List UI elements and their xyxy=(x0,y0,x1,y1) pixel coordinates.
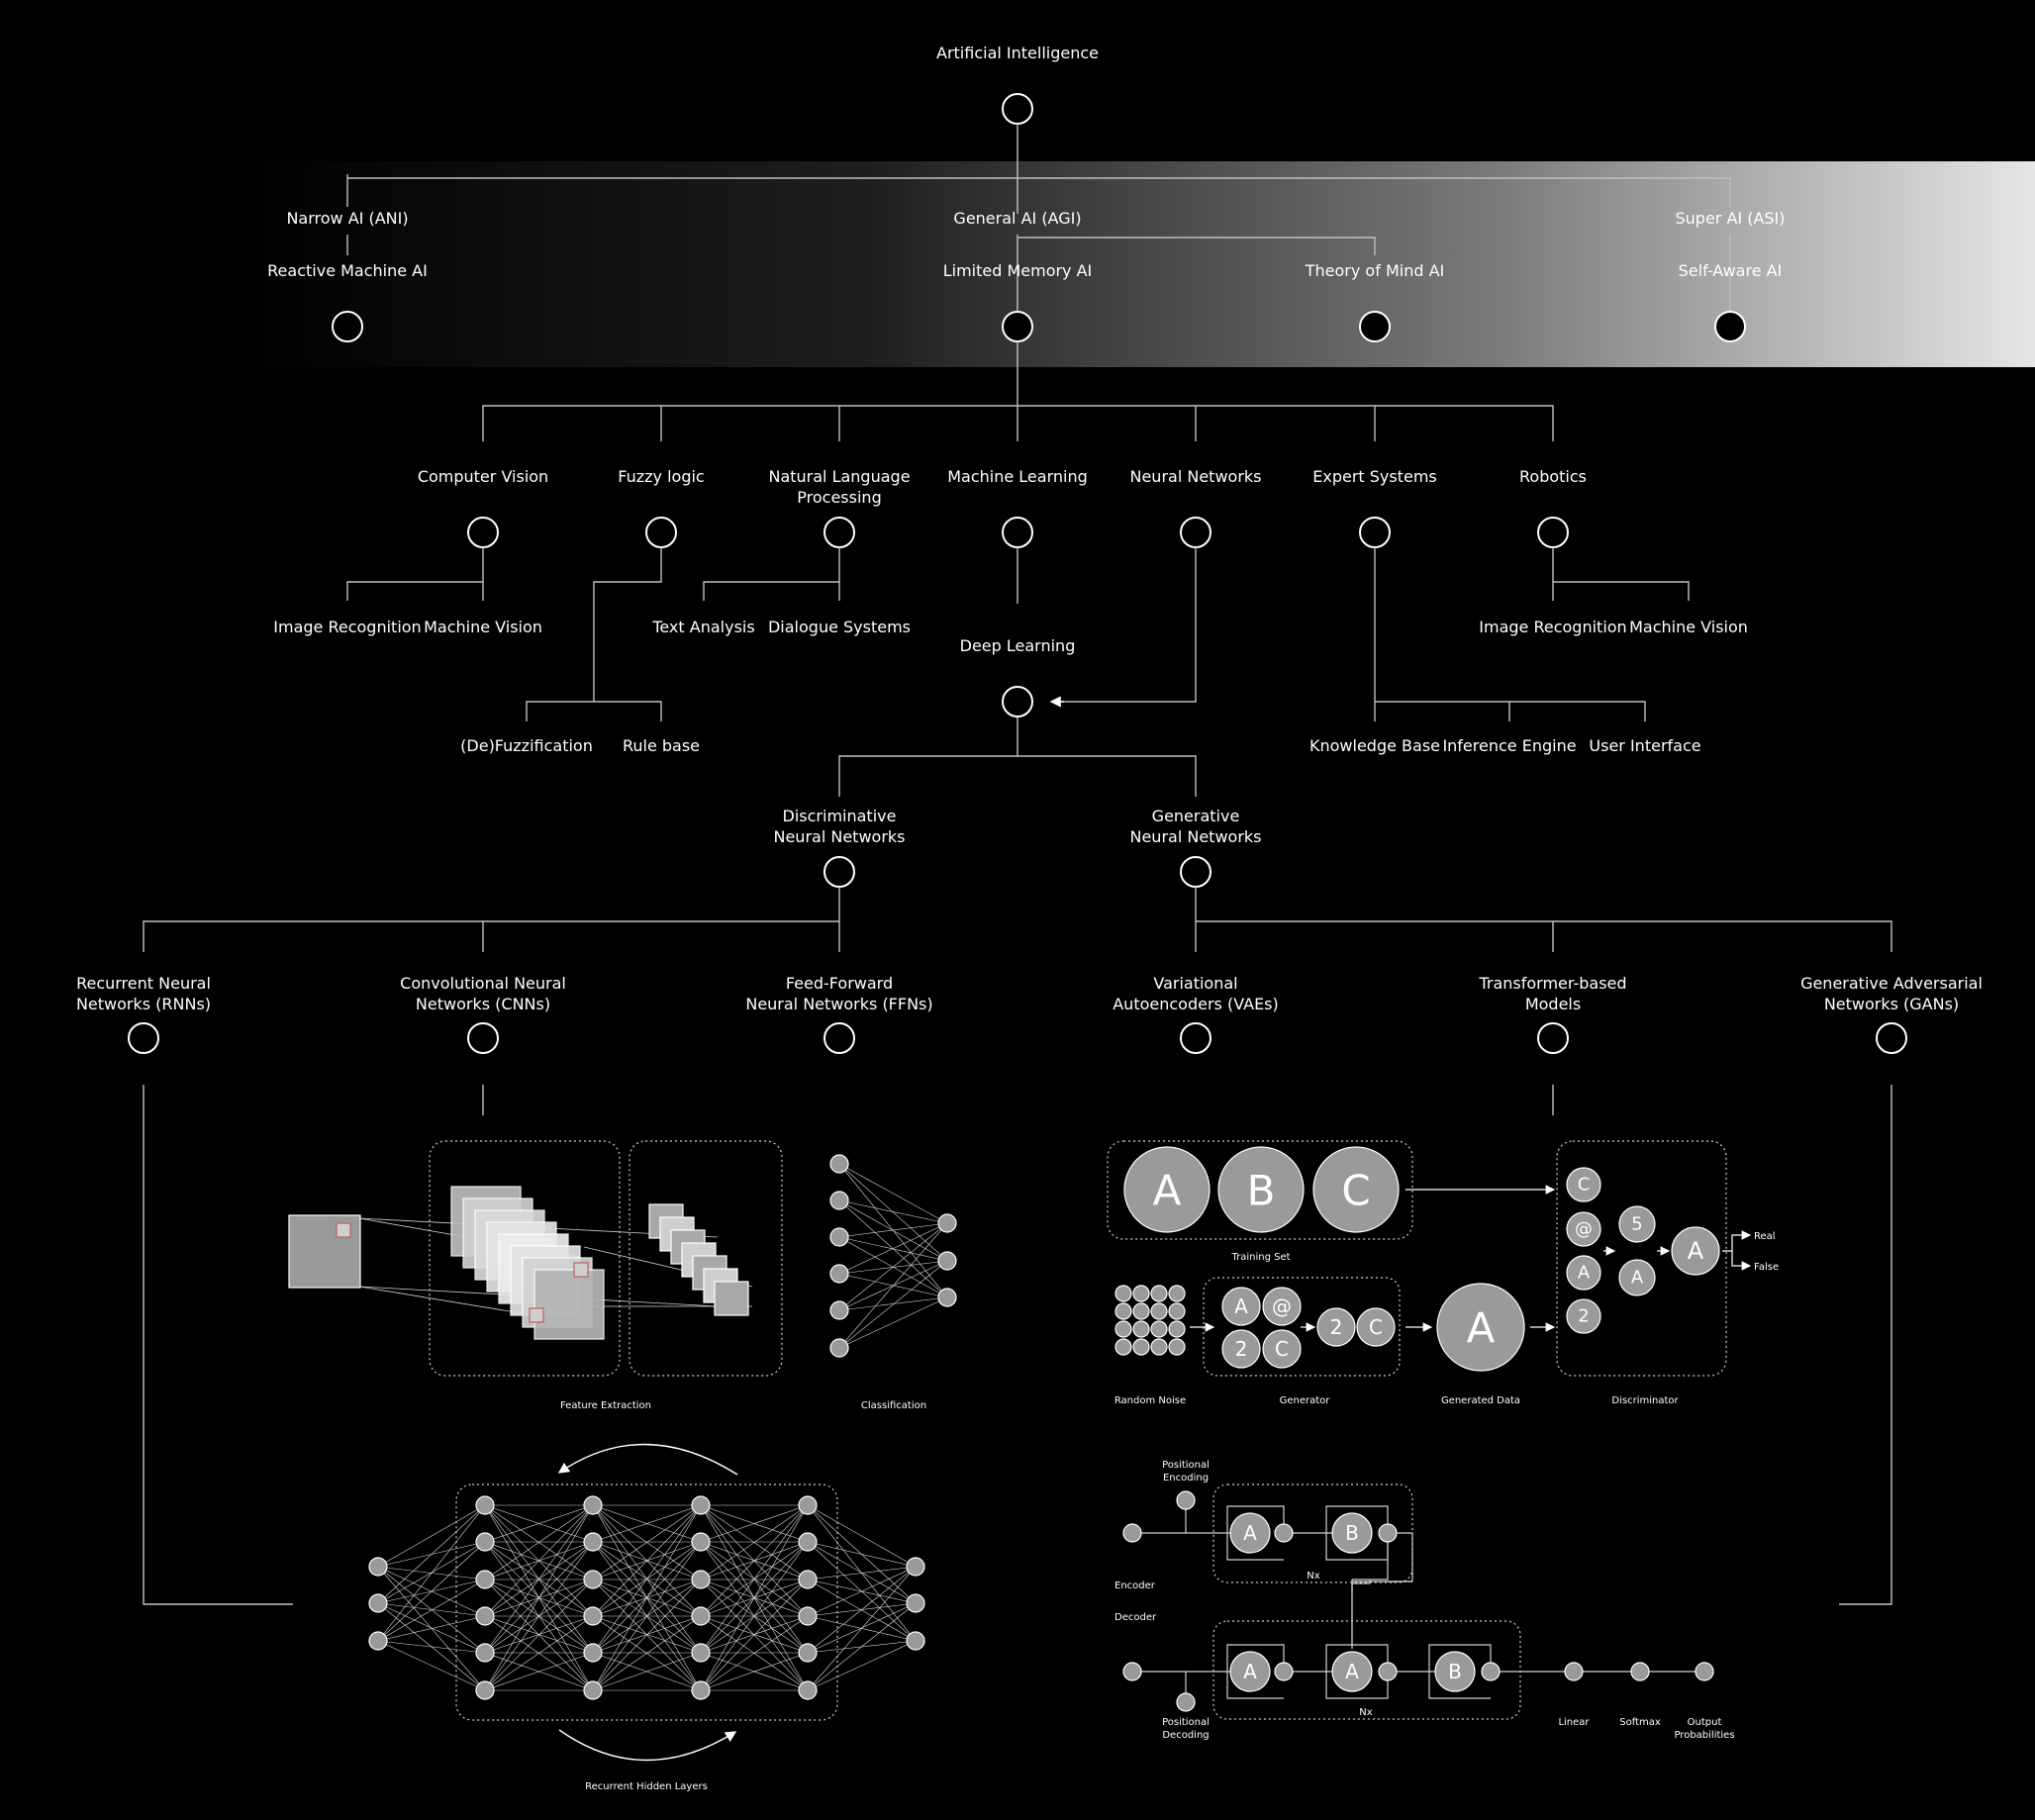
node-machine-learning[interactable] xyxy=(1003,518,1032,547)
rnn-connection xyxy=(808,1542,916,1567)
label-gan-1: Generative Adversarial xyxy=(1800,974,1983,993)
label-computer-vision: Computer Vision xyxy=(417,467,549,486)
label-transformer-2: Models xyxy=(1524,995,1582,1013)
ffn-connection xyxy=(839,1200,947,1223)
label-machine-learning: Machine Learning xyxy=(947,467,1088,486)
node-reactive-ai[interactable] xyxy=(333,312,362,341)
rnn-neuron xyxy=(799,1571,817,1588)
label-pos-decoding-2: Decoding xyxy=(1162,1730,1210,1741)
node-gan[interactable] xyxy=(1877,1023,1906,1053)
recurrent-arrow-bottom xyxy=(559,1730,735,1761)
rnn-neuron xyxy=(692,1681,710,1699)
conv-kernel-a xyxy=(574,1263,588,1277)
label-general-ai: General AI (AGI) xyxy=(953,209,1082,228)
ffn-input-neuron xyxy=(830,1228,848,1246)
rnn-neuron xyxy=(584,1571,602,1588)
caption-training-set: Training Set xyxy=(1231,1252,1291,1263)
ffn-connection xyxy=(839,1261,947,1348)
ffn-input-neuron xyxy=(830,1155,848,1173)
gen-node-a-label: A xyxy=(1234,1294,1248,1318)
dec-block-a1-label: A xyxy=(1243,1660,1257,1683)
rnn-neuron xyxy=(692,1533,710,1551)
label-cv-machine-vision: Machine Vision xyxy=(424,618,542,636)
rnn-connection xyxy=(808,1505,916,1567)
ffn-connection xyxy=(839,1261,947,1274)
noise-cell xyxy=(1133,1303,1149,1319)
rnn-connection xyxy=(808,1641,916,1690)
label-transformer-1: Transformer-based xyxy=(1479,974,1627,993)
rnn-connection xyxy=(808,1567,916,1580)
node-transformer[interactable] xyxy=(1538,1023,1568,1053)
noise-cell xyxy=(1151,1286,1167,1301)
label-output-2: Probabilities xyxy=(1674,1730,1735,1741)
noise-cell xyxy=(1133,1321,1149,1337)
training-a-label: A xyxy=(1152,1166,1182,1215)
node-ffn[interactable] xyxy=(824,1023,854,1053)
label-nlp-line1: Natural Language xyxy=(768,467,911,486)
label-discriminative-1: Discriminative xyxy=(782,807,897,825)
caption-classification: Classification xyxy=(860,1400,927,1411)
node-rnn[interactable] xyxy=(129,1023,158,1053)
rnn-connection xyxy=(378,1542,485,1603)
tree-lines-models xyxy=(144,887,1891,1604)
noise-cell xyxy=(1169,1303,1185,1319)
rnn-neuron xyxy=(584,1533,602,1551)
ffn-connection xyxy=(839,1237,947,1261)
label-rule-base: Rule base xyxy=(622,736,701,755)
node-discriminative[interactable] xyxy=(824,857,854,887)
generated-a-label: A xyxy=(1466,1303,1496,1353)
label-robotics: Robotics xyxy=(1519,467,1587,486)
label-cnn-2: Networks (CNNs) xyxy=(415,995,551,1013)
pool-feature-map xyxy=(715,1282,748,1315)
label-pos-encoding-2: Encoding xyxy=(1162,1473,1210,1484)
rnn-connection xyxy=(378,1505,485,1641)
caption-generator: Generator xyxy=(1279,1395,1330,1406)
label-rnn-1: Recurrent Neural xyxy=(76,974,211,993)
ffn-connection xyxy=(839,1223,947,1310)
node-limited-memory-ai[interactable] xyxy=(1003,312,1032,341)
ffn-output-neuron xyxy=(938,1252,956,1270)
rnn-neuron xyxy=(476,1681,494,1699)
noise-cell xyxy=(1115,1321,1131,1337)
noise-cell xyxy=(1133,1286,1149,1301)
rnn-neuron xyxy=(799,1644,817,1662)
label-vae-1: Variational xyxy=(1153,974,1238,993)
label-gan-2: Networks (GANs) xyxy=(1823,995,1960,1013)
rnn-neuron xyxy=(692,1496,710,1514)
label-self-aware-ai: Self-Aware AI xyxy=(1678,261,1783,280)
rnn-neuron xyxy=(799,1496,817,1514)
gen-out-2-label: 2 xyxy=(1329,1315,1343,1339)
enc-block-b-label: B xyxy=(1345,1521,1359,1545)
pool-layers xyxy=(649,1204,748,1315)
label-nlp-line2: Processing xyxy=(797,488,882,507)
ffn-connection xyxy=(839,1223,947,1348)
rnn-neuron xyxy=(692,1644,710,1662)
node-robotics[interactable] xyxy=(1538,518,1568,547)
pos-decoding-node xyxy=(1177,1693,1195,1711)
rnn-connection xyxy=(808,1603,916,1690)
gen-node-2-label: 2 xyxy=(1234,1337,1248,1361)
caption-generated-data: Generated Data xyxy=(1440,1395,1521,1406)
rnn-connection xyxy=(378,1641,485,1653)
rnn-neuron xyxy=(907,1594,924,1612)
label-text-analysis: Text Analysis xyxy=(652,618,755,636)
rnn-connection xyxy=(378,1641,485,1690)
disc-out-a-label: A xyxy=(1687,1237,1704,1265)
rnn-figure xyxy=(369,1444,924,1792)
disc-in-at-label: @ xyxy=(1575,1218,1593,1240)
rnn-neuron xyxy=(476,1644,494,1662)
training-c-label: C xyxy=(1341,1166,1371,1215)
label-super-ai: Super AI (ASI) xyxy=(1675,209,1786,228)
label-pos-encoding-1: Positional xyxy=(1162,1460,1210,1471)
label-vae-2: Autoencoders (VAEs) xyxy=(1113,995,1279,1013)
rnn-neuron xyxy=(799,1607,817,1625)
node-self-aware-ai[interactable] xyxy=(1715,312,1745,341)
recurrent-arrow-top xyxy=(559,1444,737,1475)
rnn-neuron xyxy=(692,1571,710,1588)
rnn-neuron xyxy=(584,1496,602,1514)
label-real: Real xyxy=(1754,1231,1776,1242)
noise-cell xyxy=(1133,1339,1149,1355)
noise-cell xyxy=(1115,1286,1131,1301)
caption-discriminator: Discriminator xyxy=(1611,1395,1679,1406)
label-discriminative-2: Neural Networks xyxy=(773,827,906,846)
label-rob-machine-vision: Machine Vision xyxy=(1629,618,1748,636)
disc-in-2-label: 2 xyxy=(1578,1305,1590,1327)
noise-cell xyxy=(1151,1339,1167,1355)
rnn-connection xyxy=(378,1616,485,1641)
rnn-connection xyxy=(808,1603,916,1653)
dec-block-b-label: B xyxy=(1448,1660,1462,1683)
noise-cell xyxy=(1151,1303,1167,1319)
label-output-1: Output xyxy=(1687,1717,1722,1728)
training-b-label: B xyxy=(1246,1166,1276,1215)
noise-cell xyxy=(1115,1339,1131,1355)
rnn-neuron xyxy=(476,1607,494,1625)
noise-cell xyxy=(1169,1321,1185,1337)
label-pos-decoding-1: Positional xyxy=(1162,1717,1210,1728)
rnn-neuron xyxy=(369,1558,387,1576)
label-false: False xyxy=(1754,1262,1780,1273)
disc-in-a-label: A xyxy=(1577,1262,1591,1284)
title: Artificial Intelligence xyxy=(936,44,1099,62)
label-limited-memory-ai: Limited Memory AI xyxy=(942,261,1093,280)
label-theory-of-mind-ai: Theory of Mind AI xyxy=(1305,261,1445,280)
node-theory-of-mind-ai[interactable] xyxy=(1360,312,1390,341)
conv-feature-map xyxy=(534,1270,604,1339)
transformer-figure xyxy=(1114,1460,1735,1741)
dec-norm-3 xyxy=(1482,1663,1500,1680)
recurrent-hidden-box xyxy=(456,1485,837,1720)
ffn-output-neuron xyxy=(938,1214,956,1232)
label-rnn-2: Networks (RNNs) xyxy=(75,995,212,1013)
label-defuzzification: (De)Fuzzification xyxy=(460,736,593,755)
label-rob-image-recognition: Image Recognition xyxy=(1479,618,1627,636)
label-narrow-ai: Narrow AI (ANI) xyxy=(286,209,409,228)
rnn-neuron xyxy=(907,1632,924,1650)
pos-encoding-node xyxy=(1177,1491,1195,1509)
ffn-connection xyxy=(839,1297,947,1348)
node-deep-learning[interactable] xyxy=(1003,687,1032,717)
rnn-neuron xyxy=(584,1644,602,1662)
label-reactive-ai: Reactive Machine AI xyxy=(267,261,428,280)
label-user-interface: User Interface xyxy=(1589,736,1701,755)
transformer-wires xyxy=(1132,1504,1704,1698)
cnn-input-kernel xyxy=(337,1223,350,1237)
label-encoder: Encoder xyxy=(1114,1581,1155,1591)
ffn-output-neuron xyxy=(938,1289,956,1306)
ffn-input-neuron xyxy=(830,1339,848,1357)
noise-cell xyxy=(1151,1321,1167,1337)
dec-input xyxy=(1123,1663,1141,1680)
gan-figure xyxy=(1108,1141,1779,1406)
tree-lines-subfields xyxy=(347,547,1689,797)
enc-norm-1 xyxy=(1275,1524,1293,1542)
cnn-figure xyxy=(289,1141,956,1411)
rnn-neuron xyxy=(584,1607,602,1625)
enc-norm-2 xyxy=(1379,1524,1397,1542)
rnn-neuron xyxy=(692,1607,710,1625)
ffn-input-neuron xyxy=(830,1301,848,1319)
label-cnn-1: Convolutional Neural xyxy=(400,974,566,993)
node-neural-networks[interactable] xyxy=(1181,518,1211,547)
caption-random-noise: Random Noise xyxy=(1114,1395,1187,1406)
disc-in-c-label: C xyxy=(1577,1174,1591,1196)
gen-node-c-label: C xyxy=(1275,1337,1289,1361)
rnn-connection xyxy=(808,1567,916,1653)
noise-cell xyxy=(1169,1339,1185,1355)
disc-h-5-label: 5 xyxy=(1631,1213,1643,1235)
label-dialogue-systems: Dialogue Systems xyxy=(767,618,912,636)
label-cv-image-recognition: Image Recognition xyxy=(273,618,422,636)
dec-norm-1 xyxy=(1275,1663,1293,1680)
rnn-connection xyxy=(808,1567,916,1690)
caption-recurrent-hidden-layers: Recurrent Hidden Layers xyxy=(585,1781,708,1792)
rnn-network xyxy=(369,1496,924,1699)
node-cnn[interactable] xyxy=(468,1023,498,1053)
ffn-input-neuron xyxy=(830,1265,848,1283)
enc-block-a-label: A xyxy=(1243,1521,1257,1545)
disc-h-a-label: A xyxy=(1630,1267,1644,1289)
rnn-neuron xyxy=(476,1533,494,1551)
node-generative[interactable] xyxy=(1181,857,1211,887)
label-inference-engine: Inference Engine xyxy=(1442,736,1577,755)
label-softmax: Softmax xyxy=(1619,1717,1661,1728)
ffn-connection xyxy=(839,1164,947,1223)
ffn-connection xyxy=(839,1223,947,1237)
ffn-classifier xyxy=(830,1155,956,1357)
rnn-neuron xyxy=(907,1558,924,1576)
node-computer-vision[interactable] xyxy=(468,518,498,547)
label-nx-decoder: Nx xyxy=(1359,1707,1373,1718)
node-vae[interactable] xyxy=(1181,1023,1211,1053)
label-expert-systems: Expert Systems xyxy=(1312,467,1437,486)
rnn-connection xyxy=(378,1505,485,1567)
noise-cell xyxy=(1115,1303,1131,1319)
noise-cell xyxy=(1169,1286,1185,1301)
label-linear: Linear xyxy=(1558,1717,1590,1728)
label-deep-learning: Deep Learning xyxy=(959,636,1076,655)
rnn-neuron xyxy=(369,1594,387,1612)
dec-block-a2-label: A xyxy=(1345,1660,1359,1683)
enc-input xyxy=(1123,1524,1141,1542)
rnn-neuron xyxy=(476,1496,494,1514)
random-noise-grid xyxy=(1115,1286,1185,1355)
conv-kernel-b xyxy=(530,1308,543,1322)
rnn-connection xyxy=(378,1603,485,1653)
ffn-connection xyxy=(839,1297,947,1310)
rnn-neuron xyxy=(476,1571,494,1588)
node-fuzzy-logic[interactable] xyxy=(646,518,676,547)
gen-node-at-label: @ xyxy=(1272,1294,1292,1318)
label-knowledge-base: Knowledge Base xyxy=(1309,736,1440,755)
softmax-node xyxy=(1631,1663,1649,1680)
rnn-neuron xyxy=(584,1681,602,1699)
rnn-neuron xyxy=(799,1533,817,1551)
output-node xyxy=(1696,1663,1713,1680)
rnn-connection xyxy=(808,1567,916,1616)
label-neural-networks: Neural Networks xyxy=(1129,467,1262,486)
linear-node xyxy=(1565,1663,1583,1680)
gen-out-c-label: C xyxy=(1369,1315,1383,1339)
ffn-input-neuron xyxy=(830,1192,848,1209)
rnn-connection xyxy=(378,1603,485,1616)
label-ffn-1: Feed-Forward xyxy=(785,974,894,993)
label-decoder: Decoder xyxy=(1114,1612,1157,1623)
rnn-neuron xyxy=(369,1632,387,1650)
label-fuzzy-logic: Fuzzy logic xyxy=(618,467,705,486)
node-nlp[interactable] xyxy=(824,518,854,547)
label-ffn-2: Neural Networks (FFNs) xyxy=(745,995,933,1013)
label-nx-encoder: Nx xyxy=(1307,1571,1320,1581)
label-generative-2: Neural Networks xyxy=(1129,827,1262,846)
node-expert-systems[interactable] xyxy=(1360,518,1390,547)
rnn-connection xyxy=(378,1542,485,1641)
node-ai[interactable] xyxy=(1003,94,1032,124)
label-generative-1: Generative xyxy=(1151,807,1240,825)
rnn-connection xyxy=(808,1542,916,1603)
caption-feature-extraction: Feature Extraction xyxy=(559,1400,652,1411)
dec-norm-2 xyxy=(1379,1663,1397,1680)
rnn-neuron xyxy=(799,1681,817,1699)
